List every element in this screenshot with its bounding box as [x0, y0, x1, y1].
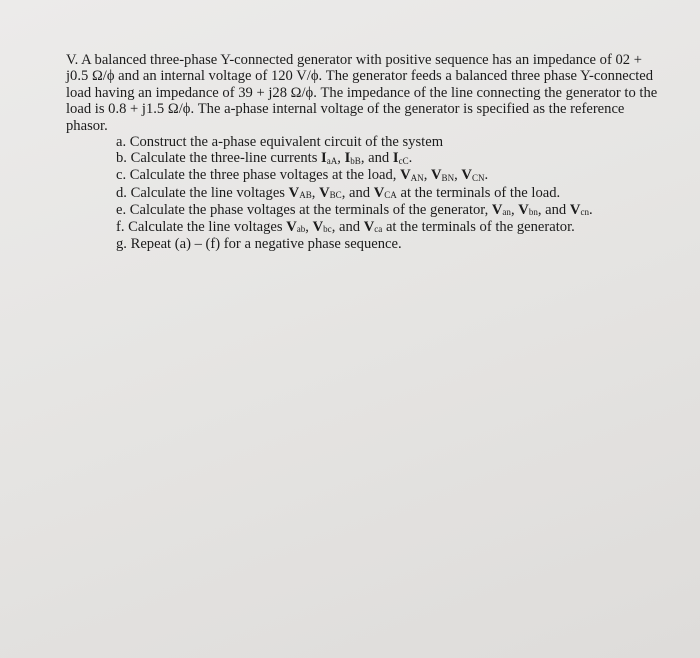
part-b: b. Calculate the three-line currents $I_{aA}$, $I_{bB}$, and $I_{cC}$.: [116, 150, 413, 167]
problem-v: [66, 52, 666, 252]
problem-parts-list: [66, 134, 666, 252]
part-g: g. Repeat (a) – (f) for a negative phase sequence.: [116, 236, 402, 253]
part-c: c. Calculate the three phase voltages at the load, $V_{AN}$, $V_{BN}$, $V_{CN}$.: [116, 167, 489, 184]
part-e: e. Calculate the phase voltages at the terminals of the generator, $V_{an}$, $V_{bn}$, and $V_{cn}$.: [116, 201, 593, 218]
problem-statement: V. A balanced three-phase Y-connected generator with positive sequence has an impedance of 02 + j0.5 Ω/ϕ and an internal voltage of 120 V/ϕ. The generator feeds a balanced three phase Y-connected load having an impedance of 39 + j28 Ω/ϕ. The impedance of the line connecting the generator to the load is 0.8 + j1.5 Ω/ϕ. The a-phase internal voltage of the generator is specified as the reference phasor.: [66, 52, 658, 134]
part-a: a. Construct the a-phase equivalent circuit of the system: [116, 134, 444, 151]
part-d: d. Calculate the line voltages $V_{AB}$, $V_{BC}$, and $V_{CA}$ at the terminals of the load.: [116, 184, 561, 201]
part-f: f. Calculate the line voltages $V_{ab}$, $V_{bc}$, and $V_{ca}$ at the terminals of the generator.: [116, 219, 575, 236]
